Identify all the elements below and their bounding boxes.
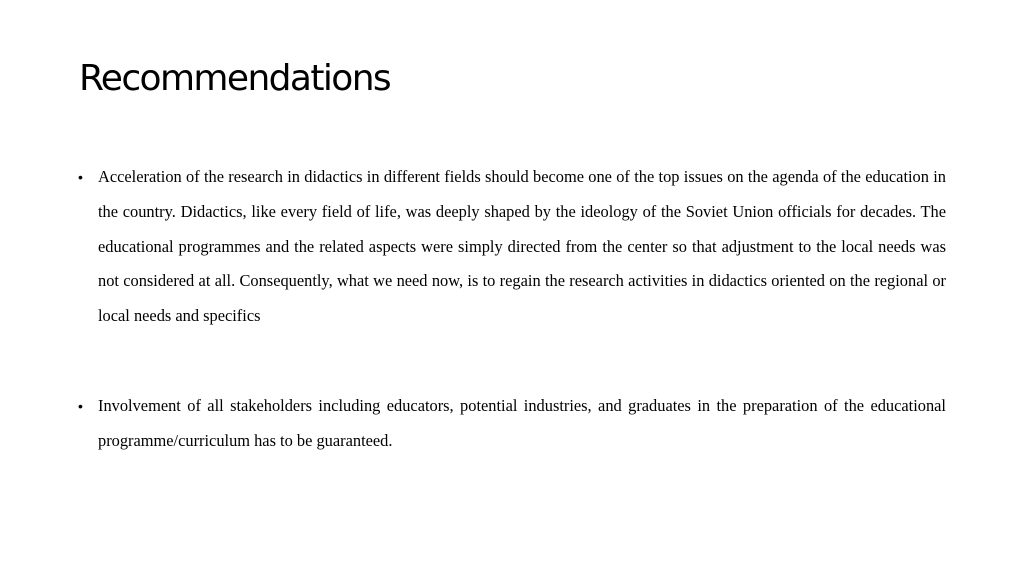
slide-title: Recommendations — [79, 58, 391, 99]
bullet-item — [78, 389, 946, 459]
bullet-text: Acceleration of the research in didactics in different fields should become one of the top issues on the agenda of the education in the country. Didactics, like every field of life, was deeply shaped by the ideology of the Soviet Union officials for decades. The educational programmes and the related aspects were simply directed from the center so that adjustment to the local needs was not considered at all. Consequently, what we need now, is to regain the research activities in didactics oriented on the regional or local needs and specifics — [98, 167, 946, 326]
bullet-text: Involvement of all stakeholders including educators, potential industries, and graduates in the preparation of the educational programme/curriculum has to be guaranteed. — [98, 395, 946, 450]
bullet-item — [78, 160, 946, 334]
bullet-point-icon: • — [78, 397, 83, 414]
bullet-list — [78, 160, 946, 459]
bullet-point-icon: • — [78, 169, 83, 185]
